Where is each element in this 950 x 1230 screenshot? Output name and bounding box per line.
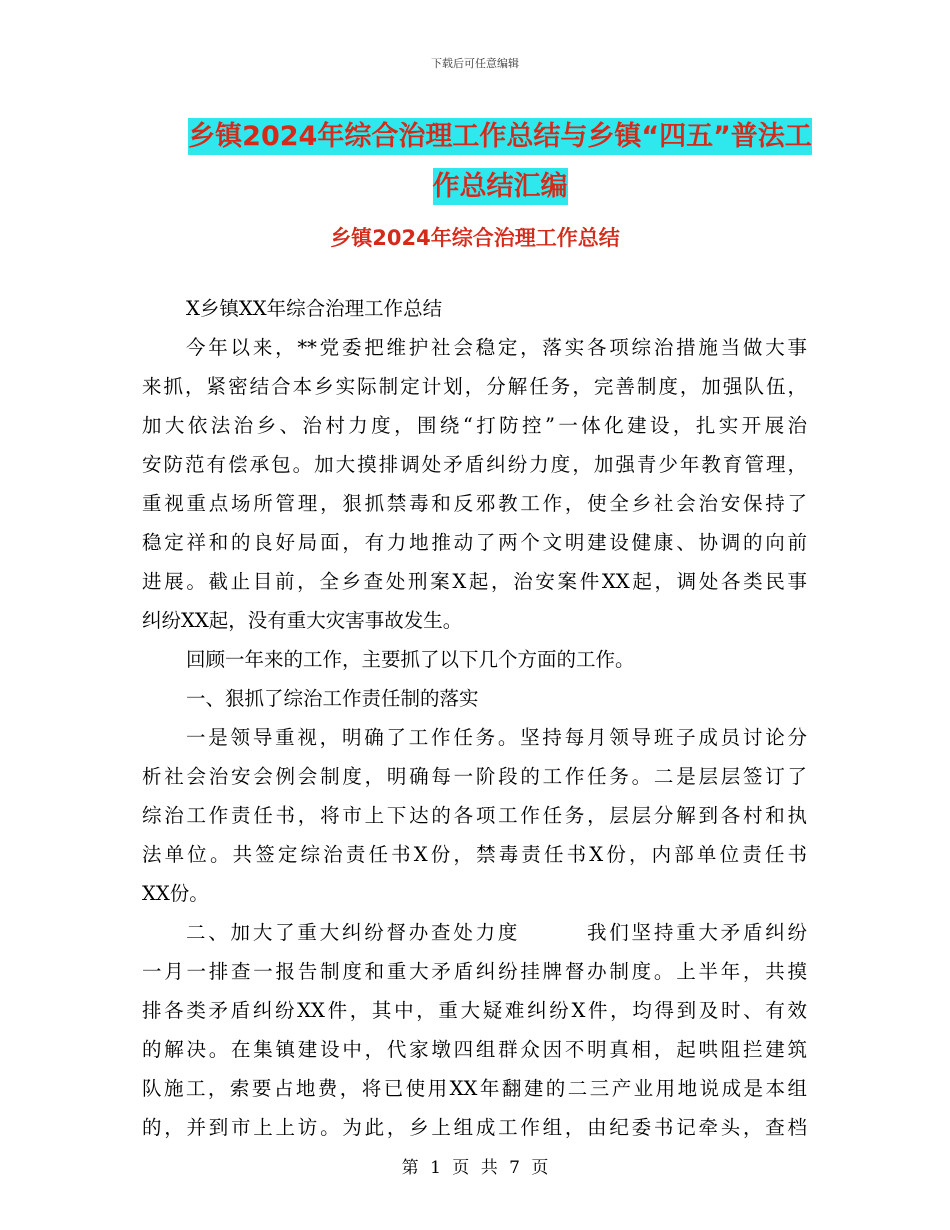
body-line: 安防范有偿承包。加大摸排调处矛盾纠纷力度，加强青少年教育管理， <box>142 453 807 476</box>
document-title-line-1: 乡镇2024年综合治理工作总结与乡镇“四五”普法工 <box>188 118 812 155</box>
document-title-line-2: 作总结汇编 <box>433 168 568 205</box>
body-line: 综治工作责任书，将市上下达的各项工作任务，层层分解到各村和执 <box>142 804 807 827</box>
body-line: 一、狠抓了综治工作责任制的落实 <box>186 687 479 710</box>
body-line: 析社会治安会例会制度，明确每一阶段的工作任务。二是层层签订了 <box>142 765 807 788</box>
body-line: 队施工，索要占地费，将已使用XX年翻建的二三产业用地说成是本组 <box>142 1077 807 1100</box>
body-line: 一月一排查一报告制度和重大矛盾纠纷挂牌督办制度。上半年，共摸 <box>142 960 807 983</box>
body-line: 稳定祥和的良好局面，有力地推动了两个文明建设健康、协调的向前 <box>142 531 807 554</box>
section-title: 乡镇2024年综合治理工作总结 <box>330 226 620 250</box>
body-line: 一是领导重视，明确了工作任务。坚持每月领导班子成员讨论分 <box>186 726 807 749</box>
body-line: 进展。截止目前，全乡查处刑案X起，治安案件XX起，调处各类民事 <box>142 570 807 593</box>
body-line: 的，并到市上上访。为此，乡上组成工作组，由纪委书记牵头，查档 <box>142 1116 807 1139</box>
body-line: 法单位。共签定综治责任书X份，禁毒责任书X份，内部单位责任书 <box>142 843 807 866</box>
body-line: XX份。 <box>142 882 209 905</box>
body-line: 二、加大了重大纠纷督办查处力度 我们坚持重大矛盾纠纷 <box>186 921 807 944</box>
document-title <box>140 112 860 212</box>
document-body <box>142 289 807 1147</box>
body-line: 回顾一年来的工作，主要抓了以下几个方面的工作。 <box>186 648 635 671</box>
body-line: 纠纷XX起，没有重大灾害事故发生。 <box>142 609 463 632</box>
body-line: 来抓，紧密结合本乡实际制定计划，分解任务，完善制度，加强队伍， <box>142 375 807 398</box>
body-line: 的解决。在集镇建设中，代家墩四组群众因不明真相，起哄阻拦建筑 <box>142 1038 807 1061</box>
body-line: 加大依法治乡、治村力度，围绕“打防控”一体化建设，扎实开展治 <box>142 414 807 437</box>
body-line: 重视重点场所管理，狠抓禁毒和反邪教工作，使全乡社会治安保持了 <box>142 492 807 515</box>
body-line: 今年以来，**党委把维护社会稳定，落实各项综治措施当做大事 <box>186 336 807 359</box>
header-note: 下载后可任意编辑 <box>431 57 519 70</box>
page-footer: 第 1 页 共 7 页 <box>401 1158 549 1178</box>
body-line: X乡镇XX年综合治理工作总结 <box>186 297 443 320</box>
body-line: 排各类矛盾纠纷XX件，其中，重大疑难纠纷X件，均得到及时、有效 <box>142 999 807 1022</box>
